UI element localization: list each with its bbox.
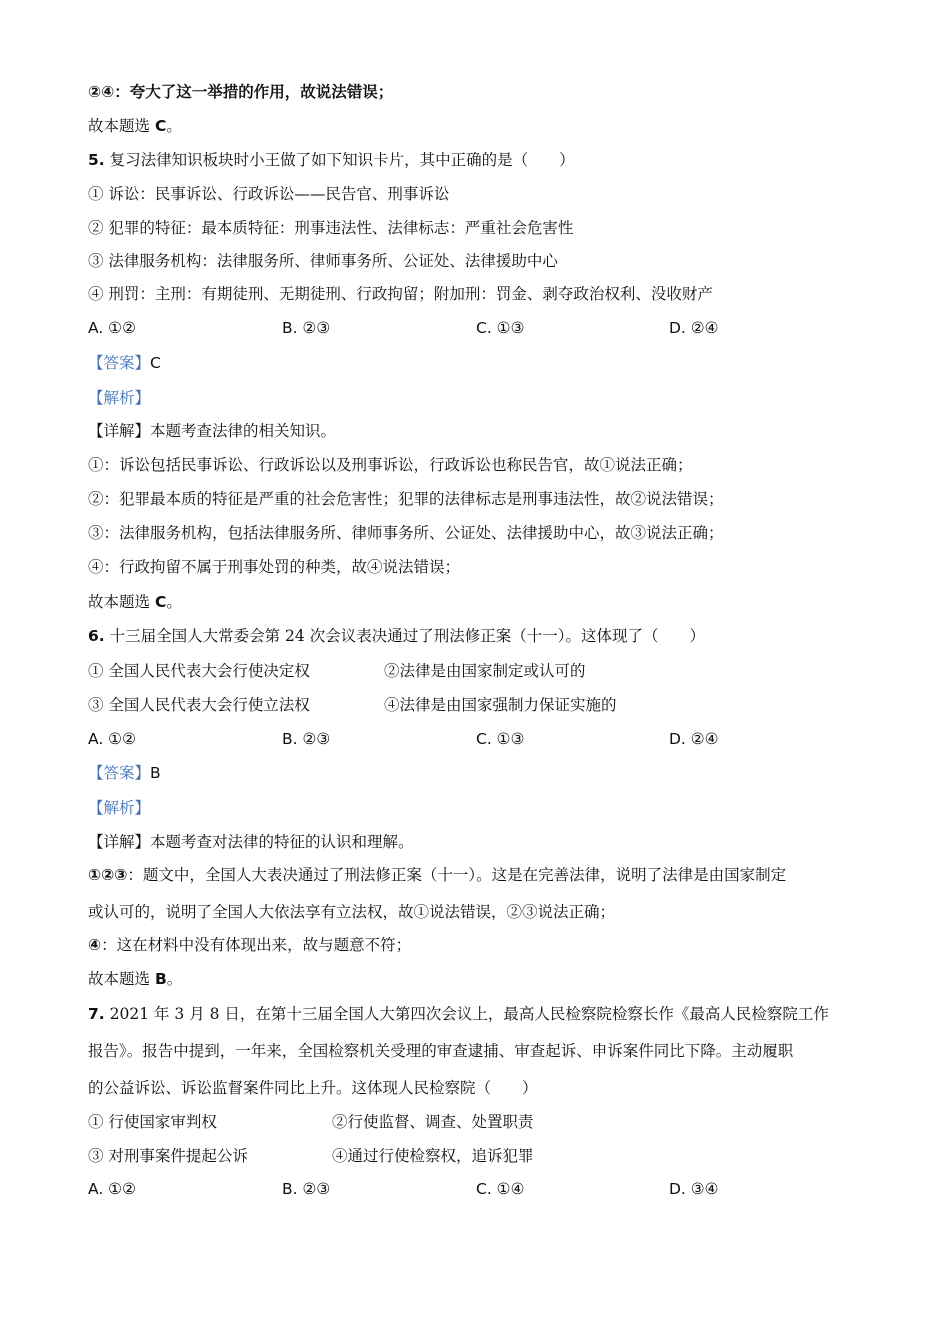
question-7-item-1: ① 行使国家审判权: [88, 1113, 217, 1131]
question-6-option-b: B. ②③: [282, 730, 331, 748]
question-6-option-c: C. ①③: [476, 730, 525, 748]
question-5-item-3: ③ 法律服务机构：法律服务所、律师事务所、公证处、法律援助中心: [88, 252, 558, 270]
question-5-option-d: D. ②④: [669, 319, 719, 337]
text-line: ②④：夸大了这一举措的作用，故说法错误；: [88, 83, 394, 101]
question-6-stem: 6. 十三届全国人大常委会第 24 次会议表决通过了刑法修正案（十一）。这体现了（ ）: [88, 627, 705, 645]
question-6-selection: 故本题选 B。: [88, 970, 183, 988]
question-6-item-1: ① 全国人民代表大会行使决定权: [88, 662, 310, 680]
question-6-item-2: ②法律是由国家制定或认可的: [384, 662, 586, 680]
question-6-item-4: ④法律是由国家强制力保证实施的: [384, 696, 617, 714]
question-6-option-d: D. ②④: [669, 730, 719, 748]
question-6-item-3: ③ 全国人民代表大会行使立法权: [88, 696, 310, 714]
question-7-stem-line-2: 报告》。报告中提到，一年来，全国检察机关受理的审查逮捕、审查起诉、申诉案件同比下降。主动履职: [88, 1042, 794, 1060]
question-7-stem-line-1: 7. 2021 年 3 月 8 日，在第十三届全国人大第四次会议上，最高人民检察院检察长作《最高人民检察院工作: [88, 1005, 829, 1023]
question-7-item-2: ②行使监督、调查、处置职责: [332, 1113, 534, 1131]
question-5-option-c: C. ①③: [476, 319, 525, 337]
question-7-stem-line-3: 的公益诉讼、诉讼监督案件同比上升。这体现人民检察院（ ）: [88, 1079, 538, 1097]
question-6-explanation-2: 或认可的，说明了全国人大依法享有立法权，故①说法错误，②③说法正确；: [88, 903, 616, 921]
question-5-item-1: ① 诉讼：民事诉讼、行政诉讼——民告官、刑事诉讼: [88, 185, 450, 203]
question-7-option-d: D. ③④: [669, 1180, 719, 1198]
question-6-explanation-3: ④：这在材料中没有体现出来，故与题意不符；: [88, 936, 412, 954]
question-5-option-b: B. ②③: [282, 319, 331, 337]
question-5-option-a: A. ①②: [88, 319, 136, 337]
question-5-explanation-3: ③：法律服务机构，包括法律服务所、律师事务所、公证处、法律援助中心，故③说法正确；: [88, 524, 724, 542]
answer-selection-line: 故本题选 C。: [88, 117, 182, 135]
question-5-item-2: ② 犯罪的特征：最本质特征：刑事违法性、法律标志：严重社会危害性: [88, 219, 574, 237]
question-5-selection: 故本题选 C。: [88, 593, 182, 611]
question-5-explanation-2: ②：犯罪最本质的特征是严重的社会危害性；犯罪的法律标志是刑事违法性，故②说法错误；: [88, 490, 724, 508]
question-7-option-a: A. ①②: [88, 1180, 136, 1198]
question-7-option-b: B. ②③: [282, 1180, 331, 1198]
question-6-detail: 【详解】本题考查对法律的特征的认识和理解。: [88, 833, 414, 851]
question-5-explanation-4: ④：行政拘留不属于刑事处罚的种类，故④说法错误；: [88, 558, 461, 576]
question-5-stem: 5. 复习法律知识板块时小王做了如下知识卡片，其中正确的是（ ）: [88, 151, 575, 169]
question-7-item-3: ③ 对刑事案件提起公诉: [88, 1147, 248, 1165]
question-6-analysis-label: 【解析】: [88, 799, 151, 817]
question-6-explanation-1: ①②③：题文中，全国人大表决通过了刑法修正案（十一）。这是在完善法律，说明了法律是由国家制定: [88, 866, 787, 884]
question-5-answer: 【答案】C: [88, 354, 161, 372]
question-6-answer: 【答案】B: [88, 764, 161, 782]
question-5-explanation-1: ①：诉讼包括民事诉讼、行政诉讼以及刑事诉讼，行政诉讼也称民告官，故①说法正确；: [88, 456, 693, 474]
question-5-item-4: ④ 刑罚：主刑：有期徒刑、无期徒刑、行政拘留；附加刑：罚金、剥夺政治权利、没收财产: [88, 285, 713, 303]
question-5-analysis-label: 【解析】: [88, 389, 151, 407]
question-6-option-a: A. ①②: [88, 730, 136, 748]
question-7-item-4: ④通过行使检察权，追诉犯罪: [332, 1147, 534, 1165]
question-7-option-c: C. ①④: [476, 1180, 525, 1198]
question-5-detail: 【详解】本题考查法律的相关知识。: [88, 422, 337, 440]
